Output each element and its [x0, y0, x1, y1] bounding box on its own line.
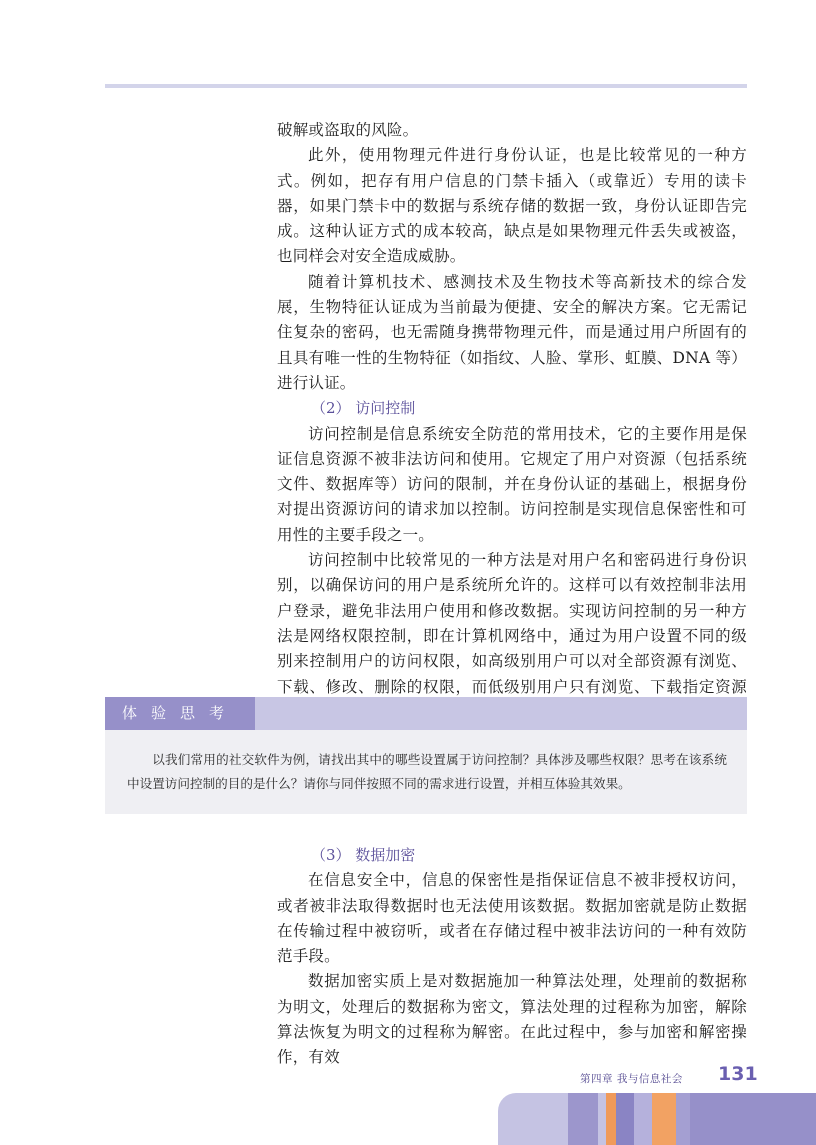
section-heading-access-control: （2） 访问控制: [311, 399, 416, 418]
footer-stripe: [616, 1093, 634, 1145]
text-block-lower: [277, 843, 747, 1071]
paragraph-biometric-auth: 随着计算机技术、感测技术及生物技术等高新技术的综合发展，生物特征认证成为当前最为便捷、安全的解决方案。它无需记住复杂的密码，也无需随身携带物理元件，而是通过用户所固有的且具有唯一性的生物特征（如指纹、人脸、掌形、虹膜、DNA 等）进行认证。: [277, 272, 747, 392]
paragraph-continuation: 破解或盗取的风险。: [277, 121, 419, 139]
footer-stripe: [498, 1093, 568, 1145]
paragraph-access-control-2: 访问控制中比较常见的一种方法是对用户名和密码进行身份识别，以确保访问的用户是系统所允许的。这样可以有效控制非法用户登录，避免非法用户使用和修改数据。实现访问控制的另一种方法是网络权限控制，即在计算机网络中，通过为用户设置不同的级别来控制用户的访问权限，如高级别用户可以对全部资源有浏览、下载、修改、删除的权限，而低级别用户只有浏览、下载指定资源: [277, 551, 747, 696]
think-box-text: 以我们常用的社交软件为例，请找出其中的哪些设置属于访问控制？具体涉及哪些权限？思考在该系统中设置访问控制的目的是什么？请你与同伴按照不同的需求进行设置，并相互体验其效果。: [127, 752, 727, 791]
paragraph-access-control-1: 访问控制是信息系统安全防范的常用技术，它的主要作用是保证信息资源不被非法访问和使用。它规定了用户对资源（包括系统文件、数据库等）访问的限制，并在身份认证的基础上，根据身份对提出资源访问的请求加以控制。访问控制是实现信息保密性和可用性的主要手段之一。: [277, 424, 747, 544]
section-heading-encryption: （3） 数据加密: [311, 846, 416, 864]
text-block-upper: [277, 118, 747, 725]
footer-stripe: [676, 1093, 690, 1145]
header-rule: [105, 84, 747, 88]
think-box-header: [105, 697, 747, 730]
footer-stripe: [690, 1093, 816, 1145]
footer-chapter-title: 第四章 我与信息社会: [580, 1073, 683, 1085]
footer-stripe: [634, 1093, 652, 1145]
page-number: 131: [718, 1063, 758, 1085]
paragraph-encryption-2: 数据加密实质上是对数据施加一种算法处理，处理前的数据称为明文，处理后的数据称为密文，算法处理的过程称为加密，解除算法恢复为明文的过程称为解密。在此过程中，参与加密和解密操作，有效: [277, 972, 747, 1067]
footer-stripe: [568, 1093, 598, 1145]
paragraph-physical-auth: 此外，使用物理元件进行身份认证，也是比较常见的一种方式。例如，把存有用户信息的门禁卡插入（或靠近）专用的读卡器，如果门禁卡中的数据与系统存储的数据一致，身份认证即告完成。这种认证方式的成本较高，缺点是如果物理元件丢失或被盗，也同样会对安全造成威胁。: [277, 146, 747, 266]
footer-stripe: [606, 1093, 616, 1145]
footer-stripe: [598, 1093, 606, 1145]
footer-stripe: [652, 1093, 676, 1145]
paragraph-encryption-1: 在信息安全中，信息的保密性是指保证信息不被非授权访问，或者被非法取得数据时也无法使用该数据。数据加密就是防止数据在传输过程中被窃听，或者在存储过程中被非法访问的一种有效防范手段。: [277, 871, 747, 966]
think-box-title: 体验思考: [105, 697, 255, 730]
think-box: [105, 730, 747, 814]
